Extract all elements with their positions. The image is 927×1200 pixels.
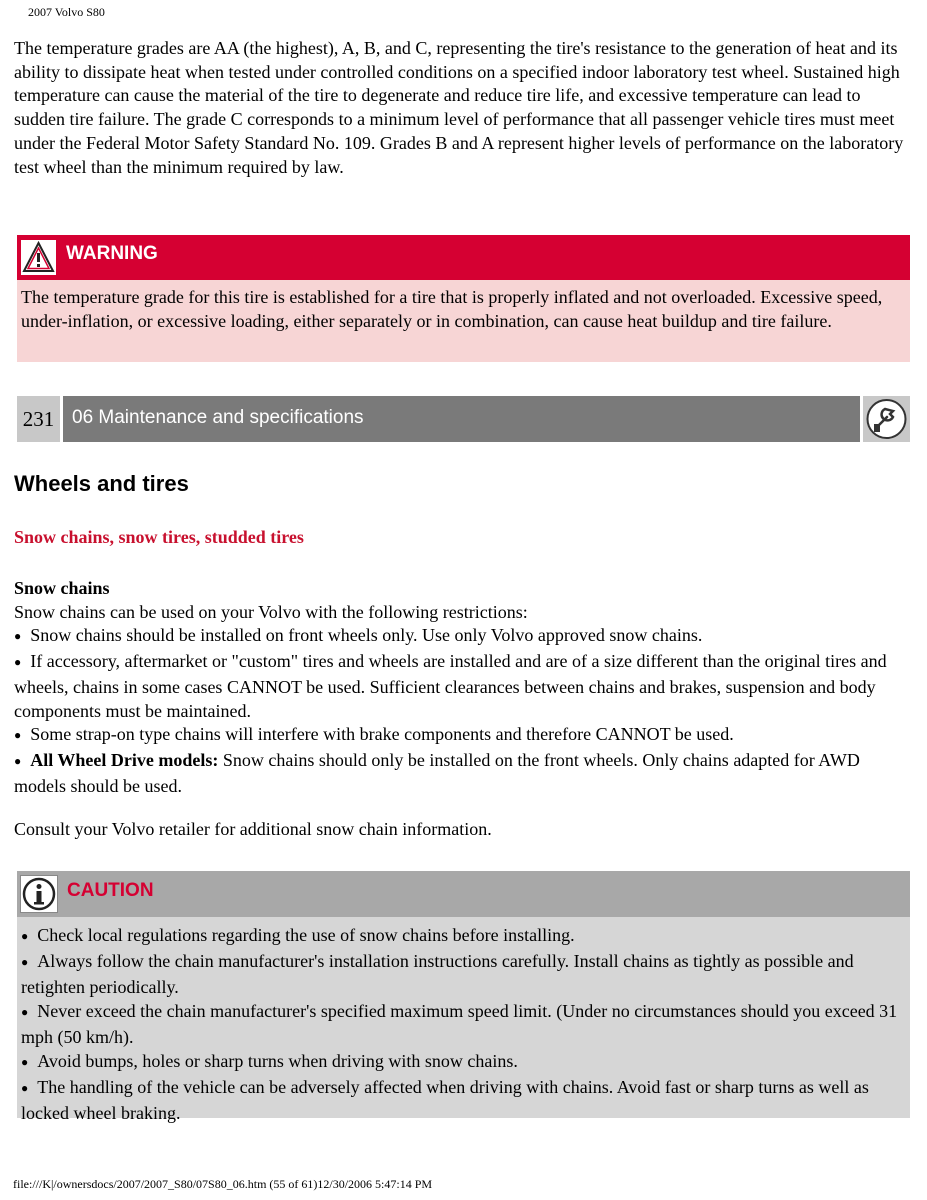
file-path-footer: file:///K|/ownersdocs/2007/2007_S80/07S80_06.htm (55 of 61)12/30/2006 5:47:14 PM xyxy=(13,1177,433,1191)
warning-body: The temperature grade for this tire is established for a tire that is properly inflated and not overloaded. Excessive speed, under-inflation, or excessive loading, either separately or in combination, can cause heat buildup and tire failure. xyxy=(17,280,910,362)
info-icon xyxy=(20,875,58,913)
wrench-icon xyxy=(863,396,910,442)
warning-label: WARNING xyxy=(66,243,158,264)
main-heading: Wheels and tires xyxy=(14,471,189,496)
list-item: ● If accessory, aftermarket or "custom" tires and wheels are installed and are of a size different than the original tires and wheels, chains in some cases CANNOT be used. Sufficient clearances between chains and brakes, suspension and body components must be maintained. xyxy=(14,651,887,720)
caution-body xyxy=(17,917,910,1123)
caution-header xyxy=(17,871,910,917)
list-item: ● Check local regulations regarding the use of snow chains before installing. xyxy=(21,923,906,949)
warning-header xyxy=(17,235,910,280)
list-item: ● Snow chains should be installed on front wheels only. Use only Volvo approved snow chains. xyxy=(14,625,702,645)
list-item: ● Never exceed the chain manufacturer's specified maximum speed limit. (Under no circumstances should you exceed 31 mph (50 km/h). xyxy=(21,999,906,1049)
section-title: 06 Maintenance and specifications xyxy=(63,396,860,442)
section-bar xyxy=(17,396,910,442)
list-item: ● Always follow the chain manufacturer's installation instructions carefully. Install chains as tightly as possible and retighten periodically. xyxy=(21,949,906,999)
snow-chains-section xyxy=(14,577,914,798)
warning-triangle-icon xyxy=(20,239,57,276)
consult-text: Consult your Volvo retailer for additional snow chain information. xyxy=(14,819,492,839)
intro-paragraph: The temperature grades are AA (the highest), A, B, and C, representing the tire's resistance to the generation of heat and its ability to dissipate heat when tested under controlled conditions on a specified indoor laboratory test wheel. Sustained high temperature can cause the material of the tire to degenerate and reduce tire life, and excessive temperature can lead to sudden tire failure. The grade C corresponds to a minimum level of performance that all passenger vehicle tires must meet under the Federal Motor Safety Standard No. 109. Grades B and A represent higher levels of performance on the laboratory test wheel than the minimum required by law. xyxy=(14,38,904,177)
list-item: ● The handling of the vehicle can be adversely affected when driving with chains. Avoid fast or sharp turns as well as locked wheel braking. xyxy=(21,1075,906,1125)
document-header: 2007 Volvo S80 xyxy=(28,5,105,19)
list-item: ● All Wheel Drive models: Snow chains should only be installed on the front wheels. Only chains adapted for AWD models should be used. xyxy=(14,750,860,796)
snow-chains-intro: Snow chains can be used on your Volvo with the following restrictions: xyxy=(14,601,528,622)
list-item: ● Some strap-on type chains will interfere with brake components and therefore CANNOT be used. xyxy=(14,724,734,744)
page-number: 231 xyxy=(17,396,60,442)
snow-chains-title: Snow chains xyxy=(14,578,110,598)
list-item: ● Avoid bumps, holes or sharp turns when driving with snow chains. xyxy=(21,1049,906,1075)
caution-label: CAUTION xyxy=(67,880,154,901)
sub-heading: Snow chains, snow tires, studded tires xyxy=(14,527,304,547)
